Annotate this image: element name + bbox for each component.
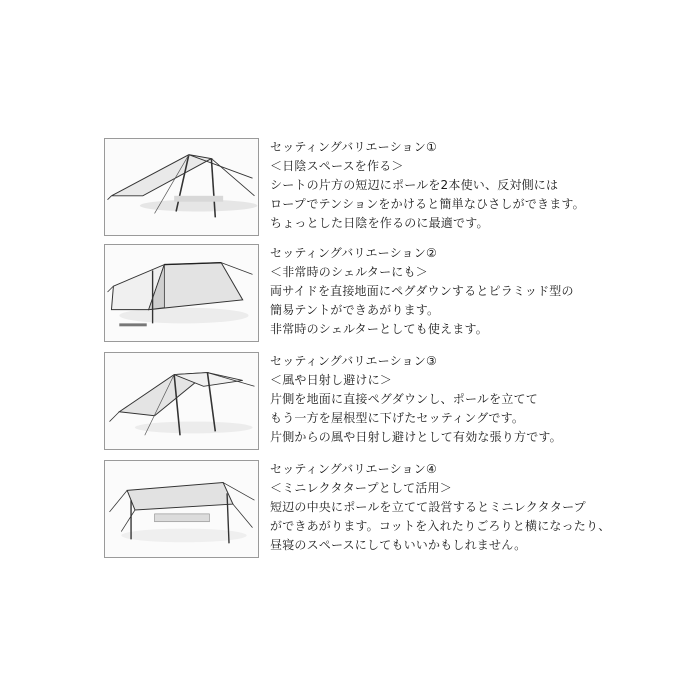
variation-1-text	[270, 138, 620, 233]
variation-description-line: 昼寝のスペースにしてもいいかもしれません。	[270, 538, 527, 552]
variation-subtitle: ＜日陰スペースを作る＞	[270, 159, 404, 173]
variation-1	[104, 138, 624, 238]
variation-description-line: 簡易テントができあがります。	[270, 303, 440, 317]
tarp-rectangle-sketch-icon	[105, 461, 258, 557]
tarp-windbreak-sketch-icon	[105, 353, 258, 449]
variation-subtitle: ＜風や日射し避けに＞	[270, 373, 393, 387]
variation-description-line: ちょっとした日陰を作るのに最適です。	[270, 216, 489, 230]
variation-description-line: 片側からの風や日射し避けとして有効な張り方です。	[270, 430, 562, 444]
variation-description-line: もう一方を屋根型に下げたセッティングです。	[270, 411, 525, 425]
variation-3-text	[270, 352, 620, 447]
variation-description-line: ロープでテンションをかけると簡単なひさしができます。	[270, 197, 585, 211]
variation-description-line: シートの片方の短辺にポールを2本使い、反対側には	[270, 178, 559, 192]
variation-description-line: 両サイドを直接地面にペグダウンするとピラミッド型の	[270, 284, 574, 298]
tarp-tent-illustration	[104, 244, 259, 342]
variation-title: セッティングバリエーション②	[270, 246, 437, 260]
tarp-shade-illustration	[104, 138, 259, 236]
variation-description-line: 非常時のシェルターとしても使えます。	[270, 322, 488, 336]
variation-description-line: 片側を地面に直接ペグダウンし、ポールを立てて	[270, 392, 538, 406]
tarp-windbreak-illustration	[104, 352, 259, 450]
variation-subtitle: ＜非常時のシェルターにも＞	[270, 265, 428, 279]
variation-title: セッティングバリエーション④	[270, 462, 437, 476]
variation-title: セッティングバリエーション③	[270, 354, 437, 368]
variation-3	[104, 352, 624, 452]
variation-subtitle: ＜ミニレクタタープとして活用＞	[270, 481, 452, 495]
variation-description-line: ができあがります。コットを入れたりごろりと横になったり、	[270, 519, 611, 533]
variation-2-text	[270, 244, 620, 339]
variation-2	[104, 244, 624, 344]
variation-description-line: 短辺の中央にポールを立てて設営するとミニレクタタープ	[270, 500, 586, 514]
tarp-tent-sketch-icon	[105, 245, 258, 341]
tarp-rectangle-illustration	[104, 460, 259, 558]
variation-4	[104, 460, 624, 560]
variation-4-text	[270, 460, 620, 555]
tarp-shade-sketch-icon	[105, 139, 258, 235]
variation-title: セッティングバリエーション①	[270, 140, 437, 154]
